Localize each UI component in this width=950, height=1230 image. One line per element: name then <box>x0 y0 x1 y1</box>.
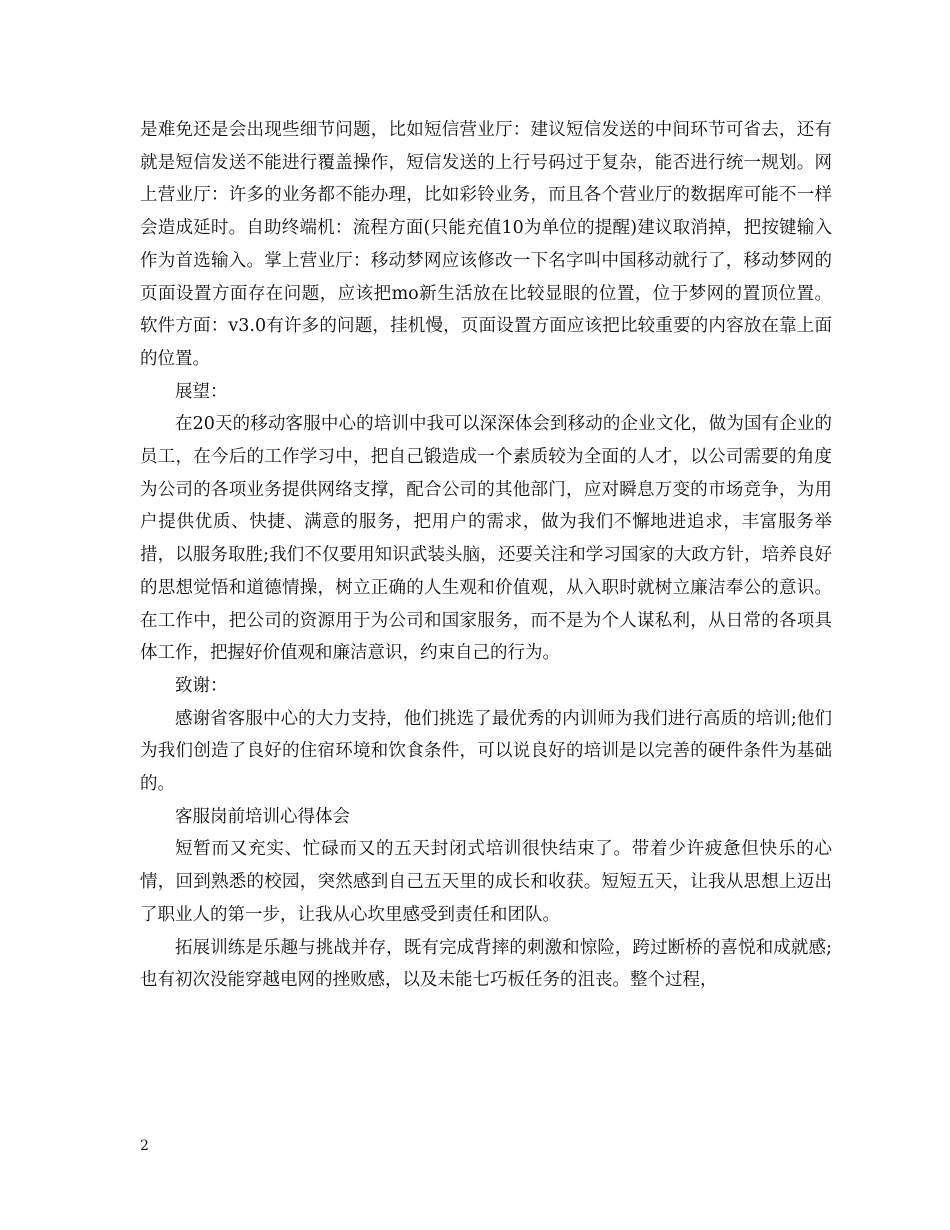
paragraph-feedback-continued: 是难免还是会出现些细节问题，比如短信营业厅：建议短信发送的中间环节可省去，还有就是短信发送不能进行覆盖操作，短信发送的上行号码过于复杂，能否进行统一规划。网上营业厅：许多的业务都不能办理，比如彩铃业务，而且各个营业厅的数据库可能不一样会造成延时。自助终端机：流程方面(只能充值10为单位的提醒)建议取消掉，把按键输入作为首选输入。掌上营业厅：移动梦网应该修改一下名字叫中国移动就行了，移动梦网的页面设置方面存在问题，应该把mo新生活放在比较显眼的位置，位于梦网的置顶位置。软件方面：v3.0有许多的问题，挂机慢，页面设置方面应该把比较重要的内容放在靠上面的位置。 <box>140 120 832 369</box>
heading-outlook: 展望： <box>175 381 228 402</box>
page-number: 2 <box>140 1138 149 1154</box>
paragraph-acknowledgements: 感谢省客服中心的大力支持，他们挑选了最优秀的内训师为我们进行高质的培训;他们为我们创造了良好的住宿环境和饮食条件，可以说良好的培训是以完善的硬件条件为基础的。 <box>140 708 832 795</box>
paragraph-outlook: 在20天的移动客服中心的培训中我可以深深体会到移动的企业文化，做为国有企业的员工，在今后的工作学习中，把自己锻造成一个素质较为全面的人才，以公司需要的角度为公司的各项业务提供网络支撑，配合公司的其他部门，应对瞬息万变的市场竞争，为用户提供优质、快捷、满意的服务，把用户的需求，做为我们不懈地进追求，丰富服务举措，以服务取胜;我们不仅要用知识武装头脑，还要关注和学习国家的大政方针，培养良好的思想觉悟和道德情操，树立正确的人生观和价值观，从入职时就树立廉洁奉公的意识。在工作中，把公司的资源用于为公司和国家服务，而不是为个人谋私利，从日常的各项具体工作，把握好价值观和廉洁意识，约束自己的行为。 <box>140 414 832 664</box>
document-body <box>140 114 832 997</box>
section-title: 客服岗前培训心得体会 <box>175 806 350 827</box>
heading-acknowledgements: 致谢： <box>175 675 228 696</box>
paragraph-outward-bound: 拓展训练是乐趣与挑战并存，既有完成背摔的刺激和惊险，跨过断桥的喜悦和成就感;也有初次没能穿越电网的挫败感，以及未能七巧板任务的沮丧。整个过程， <box>140 937 832 991</box>
paragraph-training-summary: 短暂而又充实、忙碌而又的五天封闭式培训很快结束了。带着少许疲惫但快乐的心情，回到熟悉的校园，突然感到自己五天里的成长和收获。短短五天，让我从思想上迈出了职业人的第一步，让我从心坎里感受到责任和团队。 <box>140 839 832 925</box>
